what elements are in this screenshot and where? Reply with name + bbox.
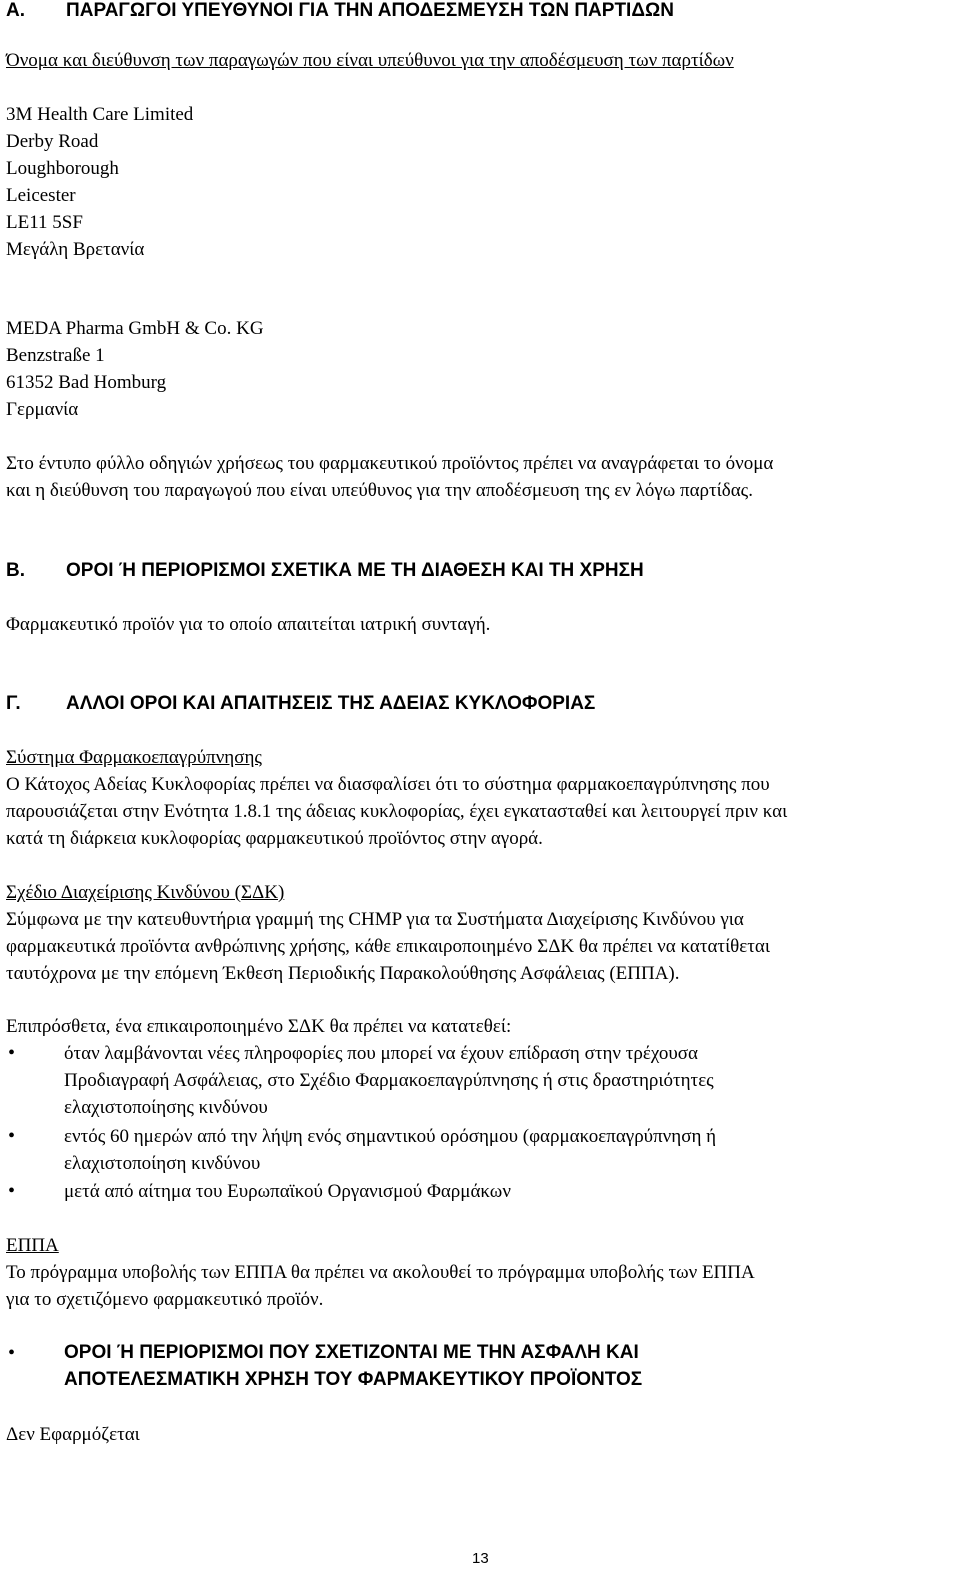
- section-b-title: ΟΡΟΙ Ή ΠΕΡΙΟΡΙΣΜΟΙ ΣΧΕΤΙΚΑ ΜΕ ΤΗ ΔΙΑΘΕΣΗ ΚΑΙ ΤΗ ΧΡΗΣΗ: [66, 560, 644, 581]
- address-line: Benzstraße 1: [6, 345, 105, 366]
- bullet-icon: •: [8, 1342, 16, 1364]
- note-line: Στο έντυπο φύλλο οδηγιών χρήσεως του φαρμακευτικού προϊόντος πρέπει να αναγράφεται το όνομα: [6, 453, 774, 474]
- section-a-subtitle: Όνομα και διεύθυνση των παραγωγών που είναι υπεύθυνοι για την αποδέσμευση των παρτίδων: [6, 50, 734, 71]
- list-item: ελαχιστοποίηση κινδύνου: [64, 1153, 261, 1174]
- psur-line: Το πρόγραμμα υποβολής των ΕΠΠΑ θα πρέπει να ακολουθεί το πρόγραμμα υποβολής των ΕΠΠΑ: [6, 1262, 755, 1283]
- bullet-icon: •: [8, 1180, 16, 1202]
- pv-heading: Σύστημα Φαρμακοεπαγρύπνησης: [6, 747, 262, 768]
- address-line: 3M Health Care Limited: [6, 104, 194, 125]
- address-line: Leicester: [6, 185, 76, 206]
- address-line: 61352 Bad Homburg: [6, 372, 167, 393]
- address-line: Loughborough: [6, 158, 119, 179]
- address-line: LE11 5SF: [6, 212, 83, 233]
- section-c-letter: Γ.: [6, 693, 21, 714]
- safe-use-heading: ΟΡΟΙ Ή ΠΕΡΙΟΡΙΣΜΟΙ ΠΟΥ ΣΧΕΤΙΖΟΝΤΑΙ ΜΕ ΤΗΝ ΑΣΦΑΛΗ ΚΑΙ: [64, 1342, 639, 1363]
- list-item: εντός 60 ημερών από την λήψη ενός σημαντικού ορόσημου (φαρμακοεπαγρύπνηση ή: [64, 1126, 717, 1147]
- section-b-letter: B.: [6, 560, 25, 581]
- section-a-title: ΠΑΡΑΓΩΓΟΙ ΥΠΕΥΘΥΝΟΙ ΓΙΑ ΤΗΝ ΑΠΟΔΕΣΜΕΥΣΗ ΤΩΝ ΠΑΡΤΙΔΩΝ: [66, 0, 674, 21]
- additionally-text: Επιπρόσθετα, ένα επικαιροποιημένο ΣΔΚ θα πρέπει να κατατεθεί:: [6, 1016, 512, 1037]
- list-item: ελαχιστοποίησης κινδύνου: [64, 1097, 268, 1118]
- list-item: μετά από αίτημα του Ευρωπαϊκού Οργανισμού Φαρμάκων: [64, 1181, 511, 1202]
- psur-line: για το σχετιζόμενο φαρμακευτικό προϊόν.: [6, 1289, 324, 1310]
- list-item: Προδιαγραφή Ασφάλειας, στο Σχέδιο Φαρμακοεπαγρύπνησης ή στις δραστηριότητες: [64, 1070, 714, 1091]
- rmp-heading: Σχέδιο Διαχείρισης Κινδύνου (ΣΔΚ): [6, 882, 285, 903]
- address-line: Μεγάλη Βρετανία: [6, 239, 145, 260]
- safe-use-heading: ΑΠΟΤΕΛΕΣΜΑΤΙΚΗ ΧΡΗΣΗ ΤΟΥ ΦΑΡΜΑΚΕΥΤΙΚΟΥ ΠΡΟΪΟΝΤΟΣ: [64, 1369, 643, 1390]
- section-b-text: Φαρμακευτικό προϊόν για το οποίο απαιτείται ιατρική συνταγή.: [6, 614, 491, 635]
- psur-heading: ΕΠΠΑ: [6, 1235, 59, 1256]
- address-line: MEDA Pharma GmbH & Co. KG: [6, 318, 264, 339]
- rmp-line: ταυτόχρονα με την επόμενη Έκθεση Περιοδικής Παρακολούθησης Ασφάλειας (ΕΠΠΑ).: [6, 963, 680, 984]
- pv-line: κατά τη διάρκεια κυκλοφορίας φαρμακευτικού προϊόντος στην αγορά.: [6, 828, 543, 849]
- note-line: και η διεύθυνση του παραγωγού που είναι υπεύθυνος για την αποδέσμευση της εν λόγω παρτίδας.: [6, 480, 753, 501]
- section-c-title: ΑΛΛΟΙ ΟΡΟΙ ΚΑΙ ΑΠΑΙΤΗΣΕΙΣ ΤΗΣ ΑΔΕΙΑΣ ΚΥΚΛΟΦΟΡΙΑΣ: [66, 693, 596, 714]
- address-line: Γερμανία: [6, 399, 79, 420]
- rmp-line: Σύμφωνα με την κατευθυντήρια γραμμή της CHMP για τα Συστήματα Διαχείρισης Κινδύνου για: [6, 909, 744, 930]
- address-line: Derby Road: [6, 131, 99, 152]
- not-applicable-text: Δεν Εφαρμόζεται: [6, 1424, 140, 1445]
- bullet-icon: •: [8, 1125, 16, 1147]
- bullet-icon: •: [8, 1042, 16, 1064]
- rmp-line: φαρμακευτικά προϊόντα ανθρώπινης χρήσης, κάθε επικαιροποιημένο ΣΔΚ θα πρέπει να κατατίθεται: [6, 936, 770, 957]
- pv-line: Ο Κάτοχος Αδείας Κυκλοφορίας πρέπει να διασφαλίσει ότι το σύστημα φαρμακοεπαγρύπνησης που: [6, 774, 770, 795]
- section-a-letter: Α.: [6, 0, 25, 21]
- pv-line: παρουσιάζεται στην Ενότητα 1.8.1 της άδειας κυκλοφορίας, έχει εγκατασταθεί και λειτουργεί πριν και: [6, 801, 788, 822]
- list-item: όταν λαμβάνονται νέες πληροφορίες που μπορεί να έχουν επίδραση στην τρέχουσα: [64, 1043, 698, 1064]
- page-number: 13: [472, 1550, 489, 1567]
